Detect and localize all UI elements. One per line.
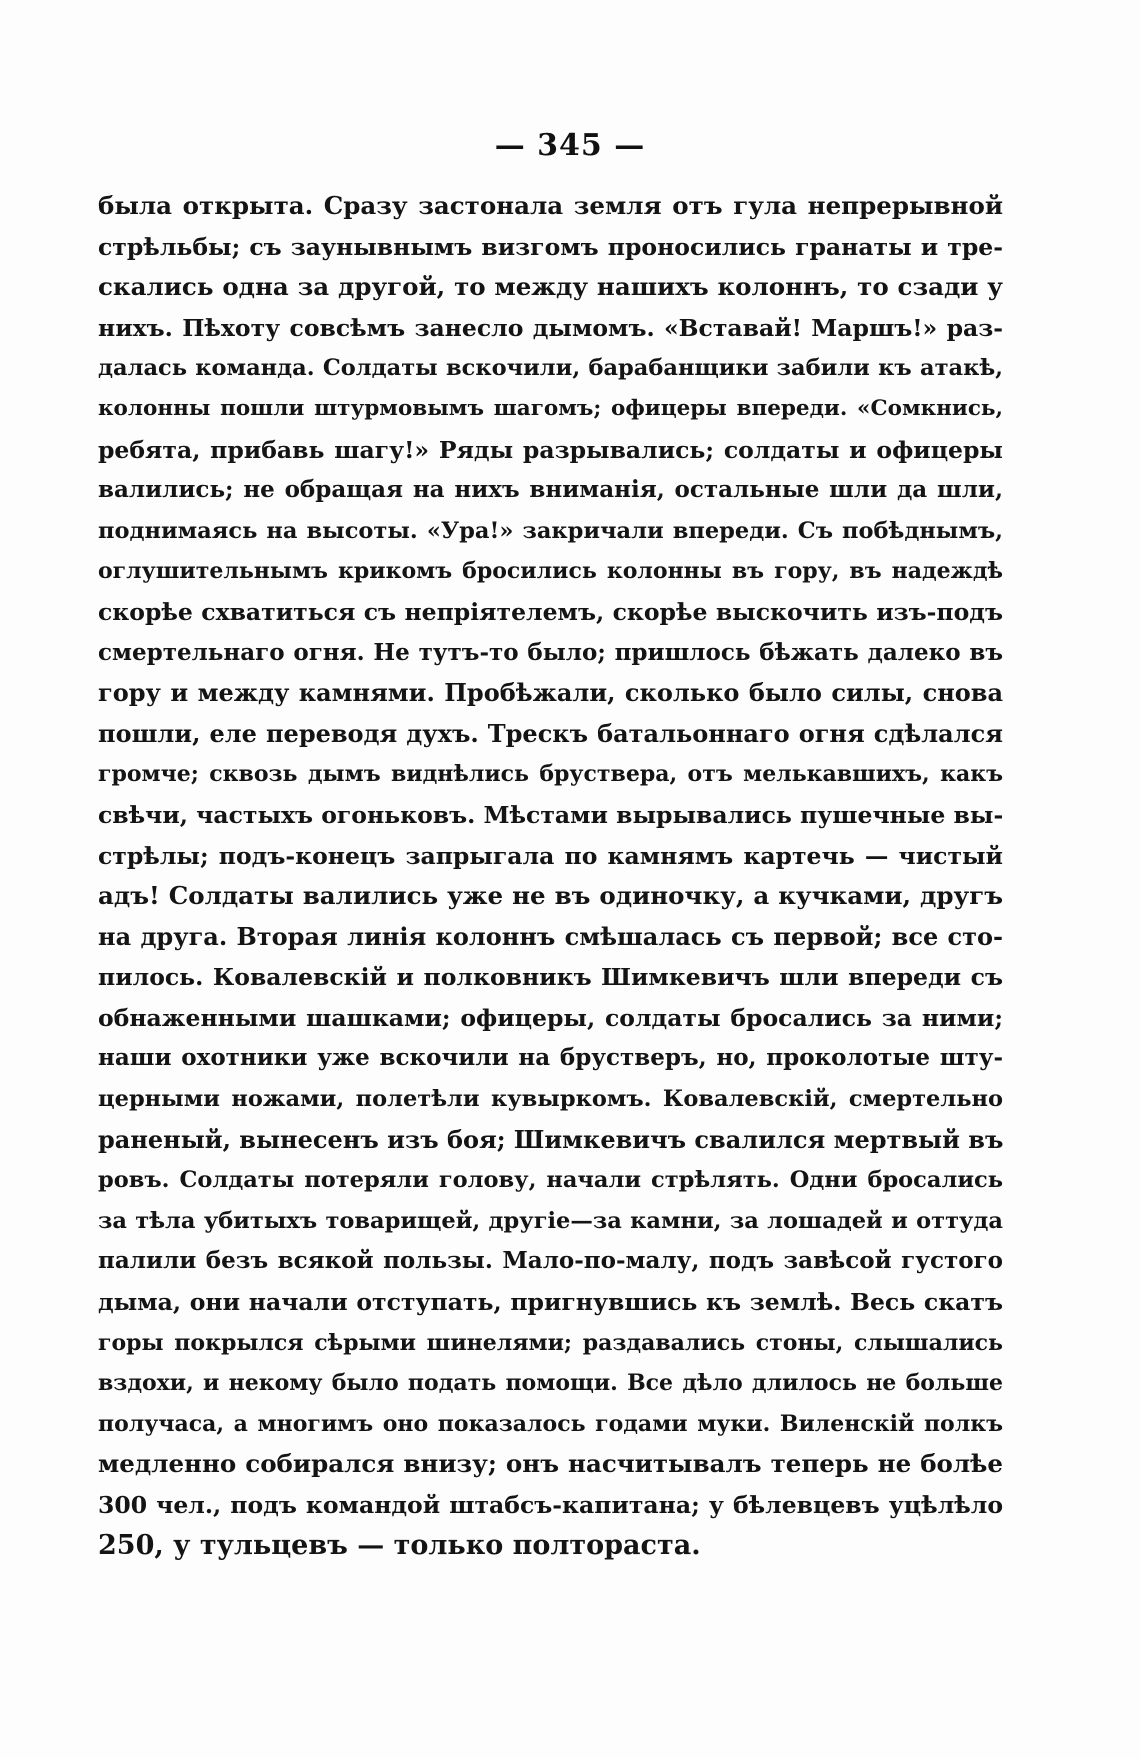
text-line: 300 чел., подъ командой штабсъ-капитана; у бѣлевцевъ уцѣлѣло: [98, 1491, 1003, 1519]
text-line: обнаженными шашками; офицеры, солдаты бросались за ними;: [98, 1003, 1003, 1032]
text-line: горы покрылся сѣрыми шинелями; раздавались стоны, слышались: [98, 1329, 1003, 1356]
text-line: пошли, еле переводя духъ. Трескъ батальоннаго огня сдѣлался: [98, 718, 1003, 748]
text-line: далась команда. Солдаты вскочили, барабанщики забили къ атакѣ,: [98, 355, 1003, 382]
text-line: 250, у тульцевъ — только полтораста.: [98, 1529, 701, 1561]
text-line: оглушительнымъ крикомъ бросились колонны въ гору, въ надеждѣ: [98, 558, 1003, 585]
text-line: смертельнаго огня. Не тутъ-то было; пришлось бѣжать далеко въ: [98, 638, 1003, 666]
text-line: медленно собирался внизу; онъ насчитывалъ теперь не болѣе: [98, 1449, 1003, 1479]
text-line: ребята, прибавь шагу!» Ряды разрывались; солдаты и офицеры: [98, 435, 1003, 464]
text-line: валились; не обращая на нихъ вниманія, остальные шли да шли,: [98, 476, 1003, 504]
text-line: ровъ. Солдаты потеряли голову, начали стрѣлять. Одни бросались: [98, 1167, 1003, 1194]
body-text: [98, 186, 1003, 1566]
text-line: была открыта. Сразу застонала земля отъ гула непрерывной: [98, 191, 1003, 220]
text-line: стрѣлы; подъ-конецъ запрыгала по камнямъ картечь — чистый: [98, 841, 1003, 870]
text-line: нихъ. Пѣхоту совсѣмъ занесло дымомъ. «Вставай! Маршъ!» раз-: [98, 313, 1003, 342]
text-line: на друга. Вторая линія колоннъ смѣшалась съ первой; все сто-: [98, 921, 1003, 951]
text-line: поднимаясь на высоты. «Ура!» закричали впереди. Съ побѣднымъ,: [98, 517, 1003, 544]
text-line: свѣчи, частыхъ огоньковъ. Мѣстами вырывались пушечные вы-: [98, 800, 1003, 829]
text-line: дыма, они начали отступать, пригнувшись къ землѣ. Весь скатъ: [98, 1288, 1003, 1317]
text-line: скорѣе схватиться съ непріятелемъ, скорѣе выскочить изъ-подъ: [98, 597, 1003, 626]
text-line: колонны пошли штурмовымъ шагомъ; офицеры впереди. «Сомкнись,: [98, 395, 1003, 421]
text-line: адъ! Солдаты валились уже не въ одиночку, а кучками, другъ: [98, 881, 1003, 911]
text-line: громче; сквозь дымъ виднѣлись бруствера, отъ мелькавшихъ, какъ: [98, 761, 1003, 788]
text-line: раненый, вынесенъ изъ боя; Шимкевичъ свалился мертвый въ: [98, 1124, 1003, 1154]
text-line: палили безъ всякой пользы. Мало-по-малу, подъ завѣсой густого: [98, 1247, 1003, 1275]
text-line: получаса, а многимъ оно показалось годами муки. Виленскій полкъ: [98, 1410, 1003, 1437]
page-number: — 345 —: [494, 128, 646, 163]
text-line: наши охотники уже вскочили на брустверъ, но, проколотые шту-: [98, 1044, 1003, 1072]
text-line: вздохи, и некому было подать помощи. Все дѣло длилось не больше: [98, 1370, 1003, 1397]
text-line: церными ножами, полетѣли кувыркомъ. Ковалевскій, смертельно: [98, 1086, 1003, 1113]
text-line: стрѣльбы; съ заунывнымъ визгомъ проносились гранаты и тре-: [98, 232, 1003, 261]
text-line: гору и между камнями. Пробѣжали, сколько было силы, снова: [98, 678, 1003, 708]
text-line: пилось. Ковалевскій и полковникъ Шимкевичъ шли впереди съ: [98, 963, 1003, 992]
text-line: за тѣла убитыхъ товарищей, другіе—за камни, за лошадей и оттуда: [98, 1207, 1003, 1234]
text-line: скались одна за другой, то между нашихъ колоннъ, то сзади у: [98, 272, 1003, 302]
